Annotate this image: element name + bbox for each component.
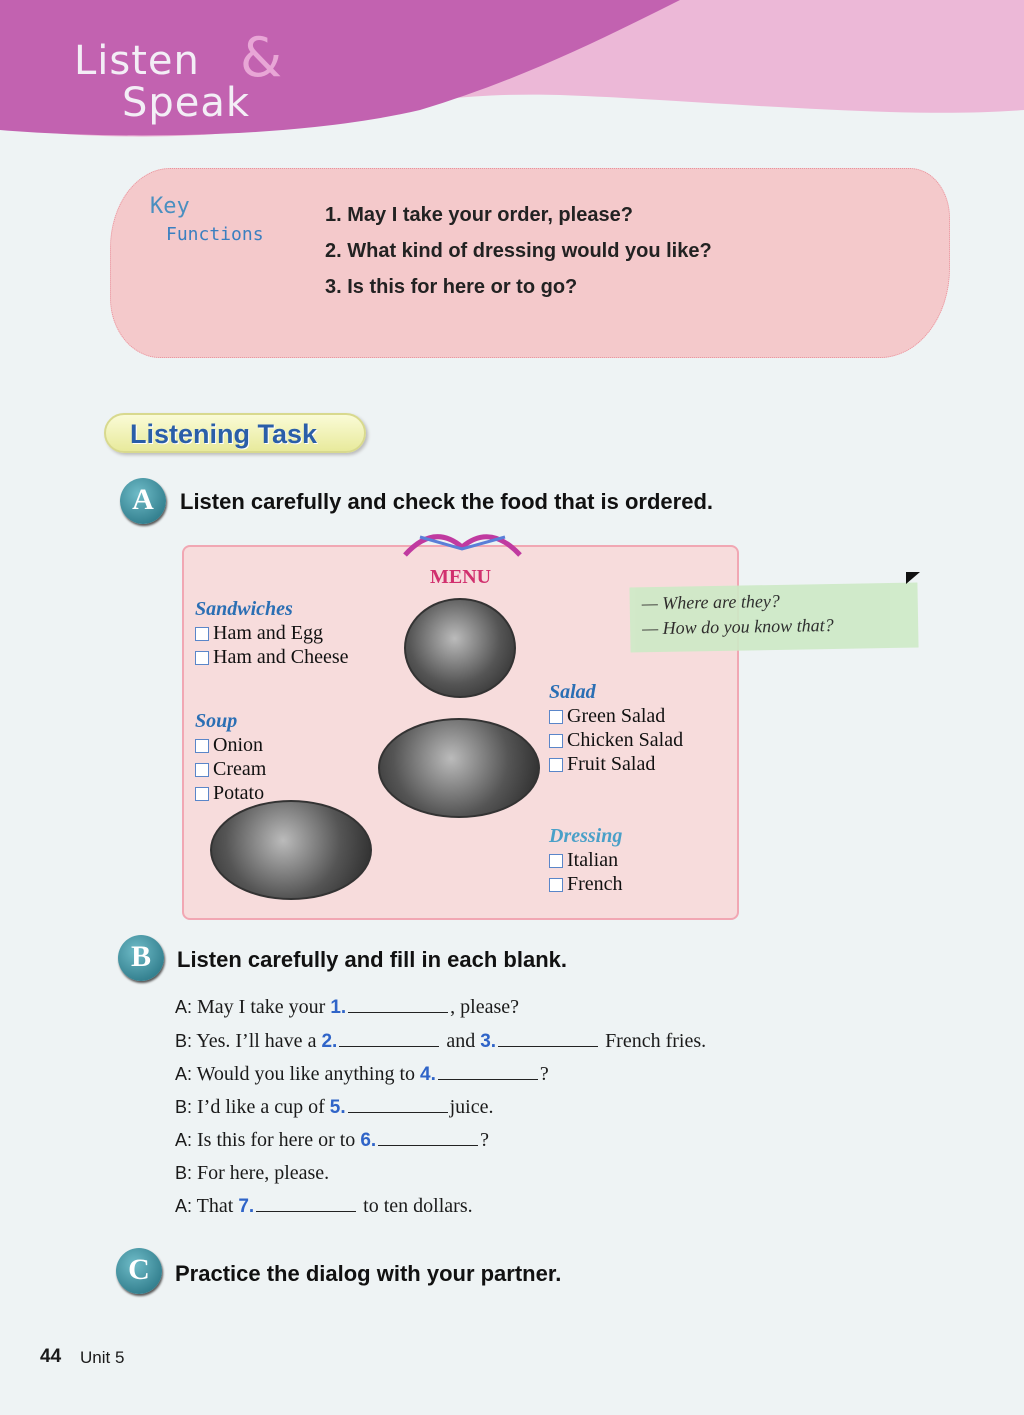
menu-item-french[interactable]	[549, 873, 623, 896]
dialog-line-1: A: May I take your 1. , please?	[175, 996, 520, 1018]
menu-item-cream[interactable]	[195, 758, 266, 781]
header-ampersand: &	[240, 26, 283, 89]
page-corner-arrow-icon	[906, 572, 920, 584]
section-a-badge: A	[120, 478, 166, 524]
category-dressing: Dressing	[549, 825, 623, 847]
item-label: Chicken Salad	[567, 729, 684, 751]
dialog-line-7: A: That 7. to ten dollars.	[175, 1195, 473, 1217]
section-c-badge: C	[116, 1248, 162, 1294]
checkbox[interactable]	[195, 787, 209, 801]
listening-task-label: Listening Task	[130, 419, 318, 449]
blank-6[interactable]	[378, 1145, 478, 1146]
section-b-badge: B	[118, 935, 164, 981]
menu-item-potato[interactable]	[195, 782, 264, 805]
note-question-2: — How do you know that?	[641, 614, 834, 639]
item-label: Cream	[213, 758, 267, 780]
sandwich-photo	[404, 598, 516, 698]
key-functions-box	[110, 168, 950, 358]
checkbox[interactable]	[549, 758, 563, 772]
blank-5[interactable]	[348, 1112, 448, 1113]
key-function-2: 2. What kind of dressing would you like?	[325, 240, 712, 262]
item-label: Ham and Cheese	[213, 646, 349, 668]
checkbox[interactable]	[549, 710, 563, 724]
item-label: Fruit Salad	[567, 753, 656, 775]
checkbox[interactable]	[195, 651, 209, 665]
dialog-line-5: A: Is this for here or to 6. ?	[175, 1129, 490, 1151]
checkbox[interactable]	[549, 854, 563, 868]
checkbox[interactable]	[195, 627, 209, 641]
ribbon-icon	[400, 527, 525, 563]
blank-3[interactable]	[498, 1046, 598, 1047]
category-soup: Soup	[195, 710, 238, 732]
menu-title: MENU	[430, 566, 492, 588]
menu-item-ham-and-egg[interactable]	[195, 622, 323, 645]
menu-item-ham-and-cheese[interactable]	[195, 646, 349, 669]
checkbox[interactable]	[195, 739, 209, 753]
category-sandwiches: Sandwiches	[195, 598, 293, 620]
header-title-listen: Listen	[74, 38, 200, 84]
dialog-line-4: B: I’d like a cup of 5. juice.	[175, 1096, 494, 1118]
checkbox[interactable]	[195, 763, 209, 777]
listening-task-heading	[104, 413, 366, 453]
category-salad: Salad	[549, 681, 596, 703]
blank-4[interactable]	[438, 1079, 538, 1080]
page-number: 44	[40, 1346, 62, 1367]
item-label: Ham and Egg	[213, 622, 323, 644]
blank-1[interactable]	[348, 1012, 448, 1013]
key-functions-label-functions: Functions	[166, 224, 264, 245]
section-b-instruction: Listen carefully and fill in each blank.	[177, 947, 567, 972]
note-question-1: — Where are they?	[641, 590, 781, 614]
salad-photo	[378, 718, 540, 818]
discussion-note	[629, 582, 918, 652]
section-a-instruction: Listen carefully and check the food that is ordered.	[180, 489, 714, 514]
checkbox[interactable]	[549, 878, 563, 892]
item-label: Potato	[213, 782, 265, 804]
header-title-speak: Speak	[122, 80, 251, 126]
checkbox[interactable]	[549, 734, 563, 748]
key-function-3: 3. Is this for here or to go?	[325, 276, 578, 298]
item-label: Onion	[213, 734, 263, 756]
item-label: Green Salad	[567, 705, 666, 727]
menu-item-italian[interactable]	[549, 849, 618, 872]
menu-item-fruit-salad[interactable]	[549, 753, 655, 776]
blank-7[interactable]	[256, 1211, 356, 1212]
unit-label: Unit 5	[80, 1348, 125, 1367]
item-label: Italian	[567, 849, 619, 871]
dialog-line-3: A: Would you like anything to 4. ?	[175, 1063, 549, 1085]
item-label: French	[567, 873, 623, 895]
key-functions-label-key: Key	[150, 194, 190, 219]
key-function-1: 1. May I take your order, please?	[325, 204, 633, 226]
menu-item-onion[interactable]	[195, 734, 263, 757]
menu-item-chicken-salad[interactable]	[549, 729, 683, 752]
soup-photo	[210, 800, 372, 900]
blank-2[interactable]	[339, 1046, 439, 1047]
menu-item-green-salad[interactable]	[549, 705, 665, 728]
dialog-line-2: B: Yes. I’ll have a 2. and 3. French fries.	[175, 1030, 707, 1052]
section-c-instruction: Practice the dialog with your partner.	[175, 1261, 562, 1286]
dialog-line-6: B: For here, please.	[175, 1162, 330, 1184]
